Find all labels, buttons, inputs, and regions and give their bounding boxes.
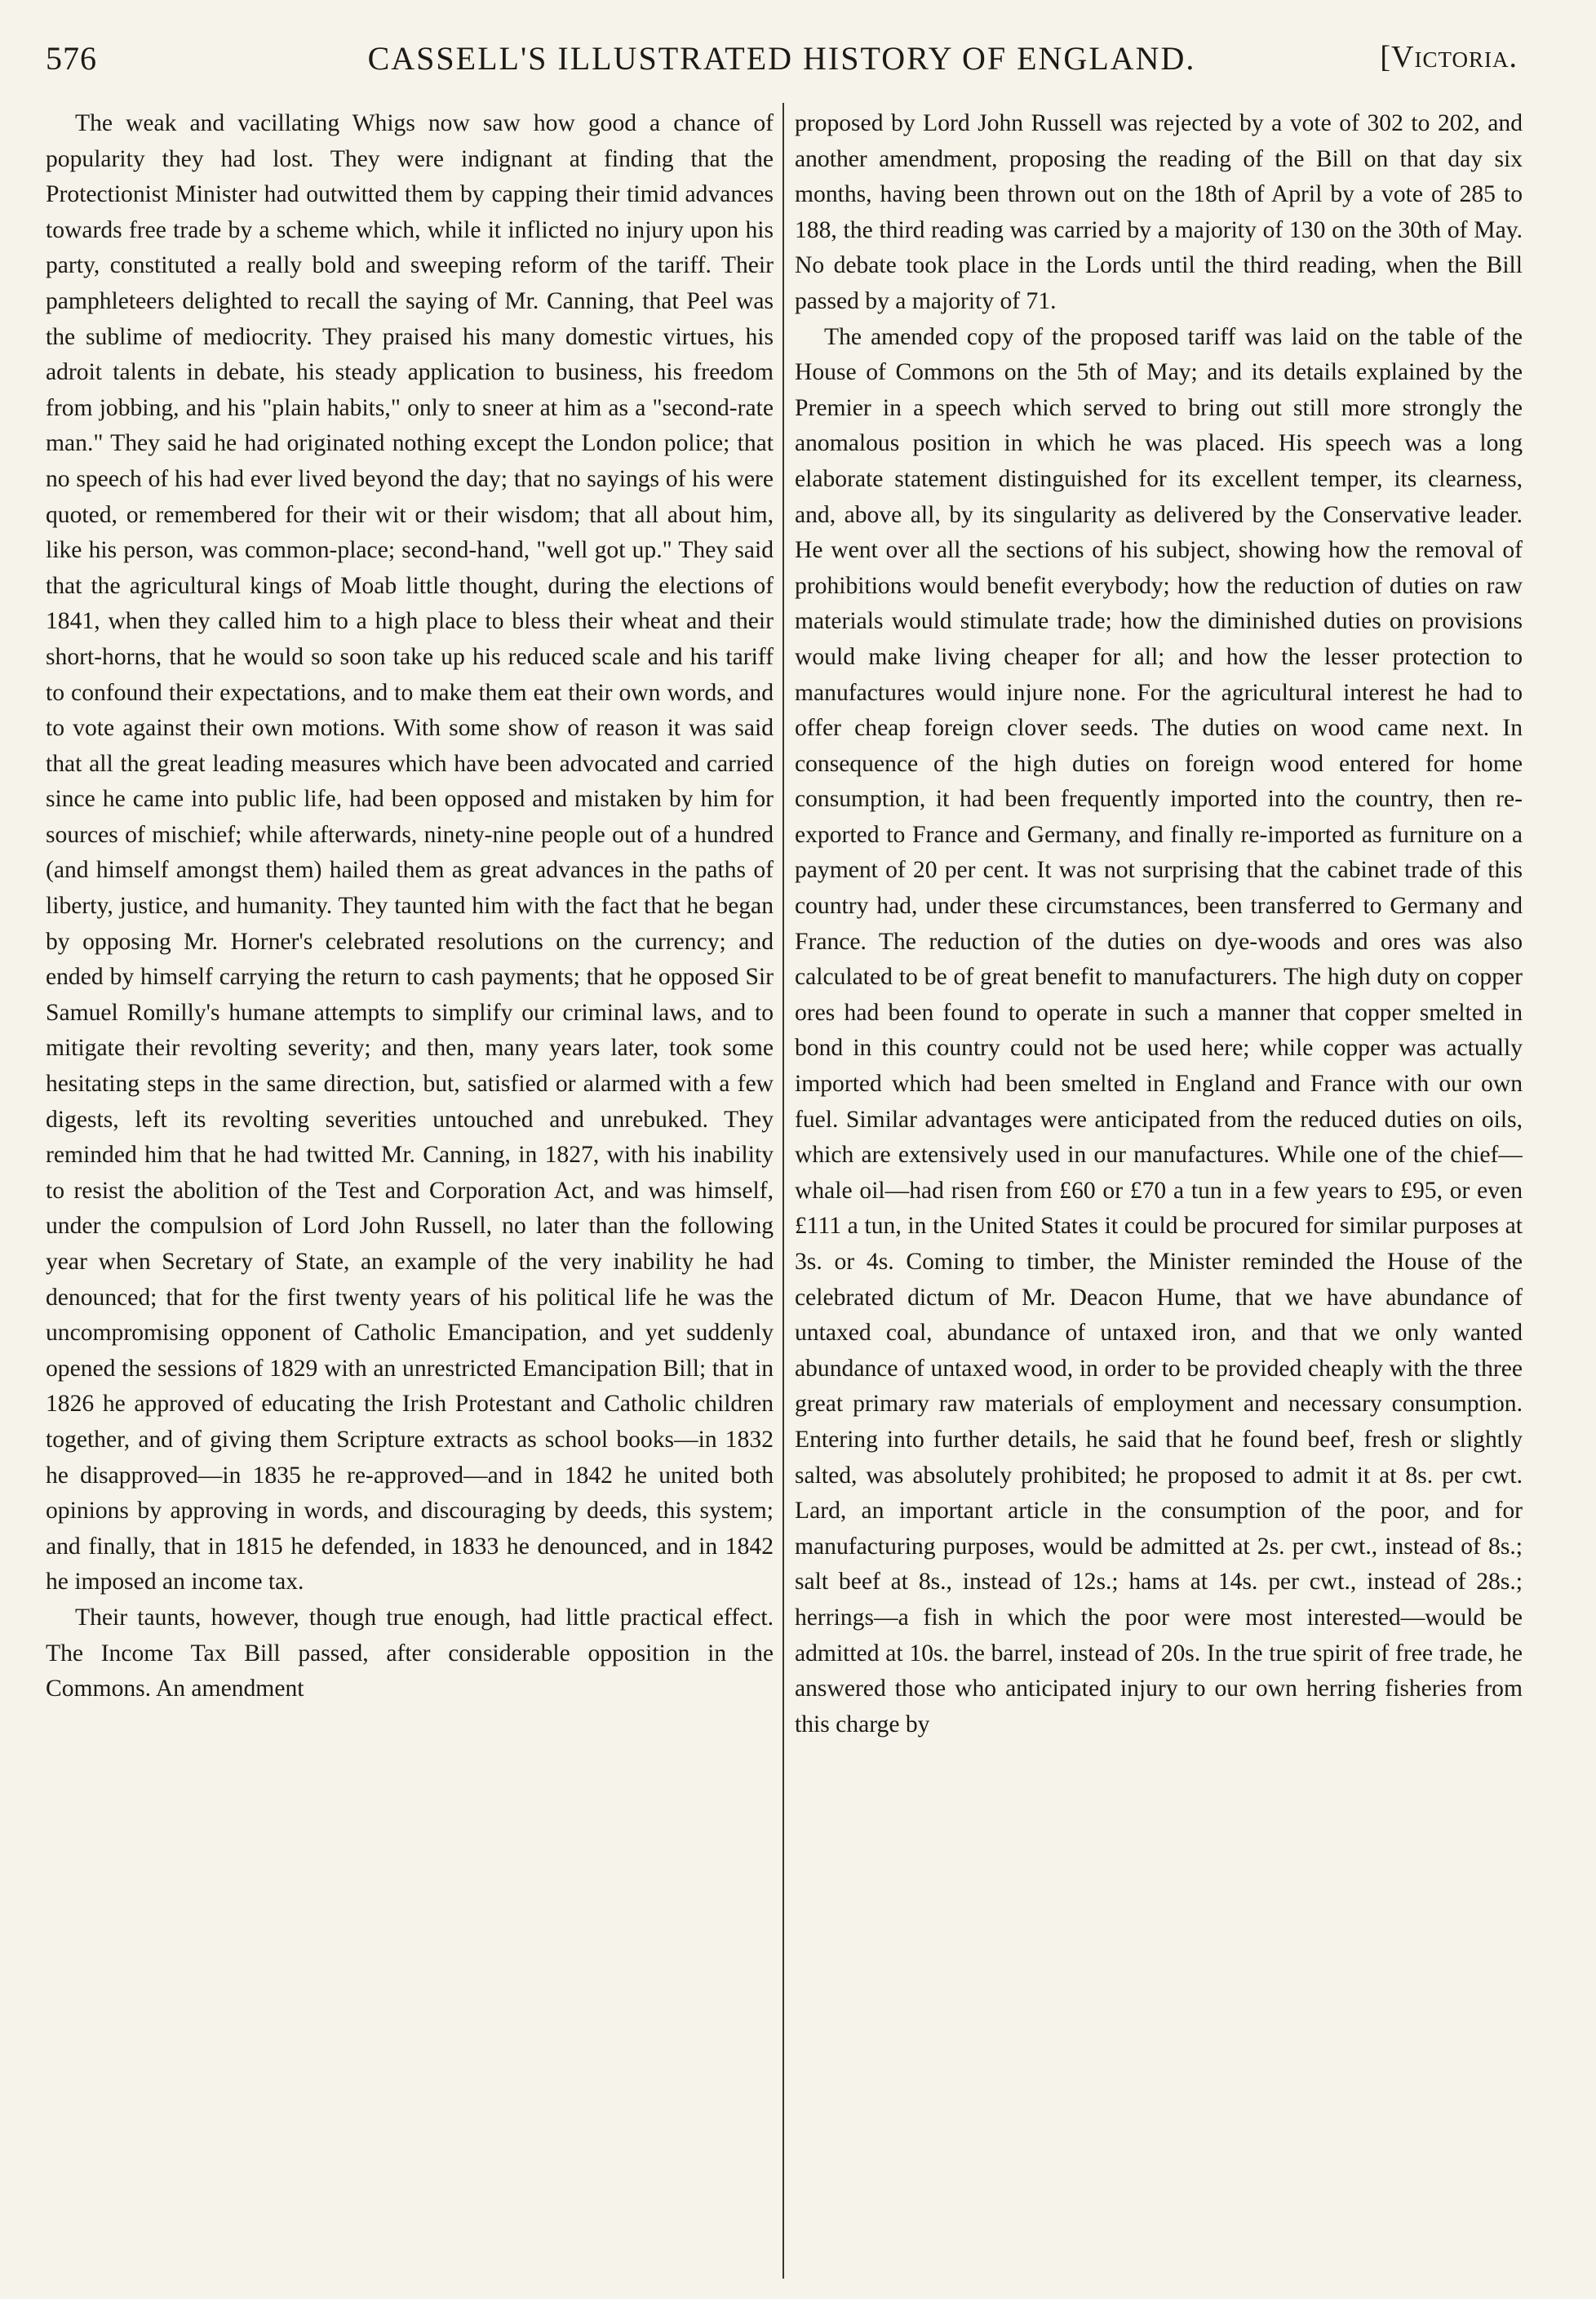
running-title: CASSELL'S ILLUSTRATED HISTORY OF ENGLAND.	[367, 40, 1196, 77]
right-column	[795, 106, 1523, 2277]
paragraph: The weak and vacillating Whigs now saw how good a chance of popularity they had lost. They were indignant at finding that the Protectionist Minister had outwitted them by capping their timid advances towards free trade by a scheme which, while it inflicted no injury upon his party, constituted a really bold and sweeping reform of the tariff. Their pamphleteers delighted to recall the saying of Mr. Canning, that Peel was the sublime of mediocrity. They praised his many domestic virtues, his adroit talents in debate, his steady application to business, his freedom from jobbing, and his "plain habits," only to sneer at him as a "second-rate man." They said he had originated nothing except the London police; that no speech of his had ever lived beyond the day; that no sayings of his were quoted, or remembered for their wit or their wisdom; that all about him, like his person, was common-place; second-hand, "well got up." They said that the agricultural kings of Moab little thought, during the elections of 1841, when they called him to a high place to bless their wheat and their short-horns, that he would so soon take up his reduced scale and his tariff to confound their expectations, and to make them eat their own words, and to vote against their own motions. With some show of reason it was said that all the great leading measures which have been advocated and carried since he came into public life, had been opposed and mistaken by him for sources of mischief; while afterwards, ninety-nine people out of a hundred (and himself amongst them) hailed them as great advances in the paths of liberty, justice, and humanity. They taunted him with the fact that he began by opposing Mr. Horner's celebrated resolutions on the currency; and ended by himself carrying the return to cash payments; that he opposed Sir Samuel Romilly's humane attempts to simplify our criminal laws, and to mitigate their revolting severity; and then, many years later, took some hesitating steps in the same direction, but, satisfied or alarmed with a few digests, left its revolting severities untouched and unrebuked. They reminded him that he had twitted Mr. Canning, in 1827, with his inability to resist the abolition of the Test and Corporation Act, and was himself, under the compulsion of Lord John Russell, no later than the following year when Secretary of State, an example of the very inability he had denounced; that for the first twenty years of his political life he was the uncompromising opponent of Catholic Emancipation, and yet suddenly opened the sessions of 1829 with an unrestricted Emancipation Bill; that in 1826 he approved of educating the Irish Protestant and Catholic children together, and of giving them Scripture extracts as school books—in 1832 he disapproved—in 1835 he re-approved—and in 1842 he united both opinions by approving in words, and discouraging by deeds, this system; and finally, that in 1815 he defended, in 1833 he denounced, and in 1842 he imposed an income tax.	[46, 110, 774, 1596]
column-divider	[782, 103, 784, 2279]
section-label: [Victoria.	[1380, 40, 1518, 74]
paragraph: Their taunts, however, though true enough, had little practical effect. The Income Tax Bill passed, after considerable opposition in the Commons. An amendment	[46, 1604, 774, 1702]
paragraph-continued: proposed by Lord John Russell was rejected by a vote of 302 to 202, and another amendment, proposing the reading of the Bill on that day six months, having been thrown out on the 18th of April by a vote of 285 to 188, the third reading was carried by a majority of 130 on the 30th of May. No debate took place in the Lords until the third reading, when the Bill passed by a majority of 71.	[795, 110, 1523, 314]
page-number: 576	[46, 40, 97, 77]
paragraph: The amended copy of the proposed tariff was laid on the table of the House of Commons on the 5th of May; and its details explained by the Premier in a speech which served to bring out still more strongly the anomalous position in which he was placed. His speech was a long elaborate statement distinguished for its excellent temper, its clearness, and, above all, by its singularity as delivered by the Conservative leader. He went over all the sections of his subject, showing how the removal of prohibitions would benefit everybody; how the reduction of duties on raw materials would stimulate trade; how the diminished duties on provisions would make living cheaper for all; and how the lesser protection to manufactures would injure none. For the agricultural interest he had to offer cheap foreign clover seeds. The duties on wood came next. In consequence of the high duties on foreign wood entered for home consumption, it had been frequently imported into the country, then re-exported to France and Germany, and finally re-imported as furniture on a payment of 20 per cent. It was not surprising that the cabinet trade of this country had, under these circumstances, been transferred to Germany and France. The reduction of the duties on dye-woods and ores was also calculated to be of great benefit to manufacturers. The high duty on copper ores had been found to operate in such a manner that copper smelted in bond in this country could not be used here; while copper was actually imported which had been smelted in England and France with our own fuel. Similar advantages were anticipated from the reduced duties on oils, which are extensively used in our manufactures. While one of the chief—whale oil—had risen from £60 or £70 a tun in a few years to £95, or even £111 a tun, in the United States it could be procured for similar purposes at 3s. or 4s. Coming to timber, the Minister reminded the House of the celebrated dictum of Mr. Deacon Hume, that we have abundance of untaxed coal, abundance of untaxed iron, and that we only wanted abundance of untaxed wood, in order to be provided cheaply with the three great primary raw materials of employment and necessary consumption. Entering into further details, he said that he found beef, fresh or slightly salted, was absolutely prohibited; he proposed to admit it at 8s. per cwt. Lard, an important article in the consumption of the poor, and for manufacturing purposes, would be admitted at 2s. per cwt., instead of 8s.; salt beef at 8s., instead of 12s.; hams at 14s. per cwt., instead of 28s.; herrings—a fish in which the poor were most interested—would be admitted at 10s. the barrel, instead of 20s. In the true spirit of free trade, he answered those who anticipated injury to our own herring fisheries from this charge by	[795, 323, 1523, 1738]
left-column	[46, 106, 774, 2277]
page-header	[46, 39, 1518, 88]
